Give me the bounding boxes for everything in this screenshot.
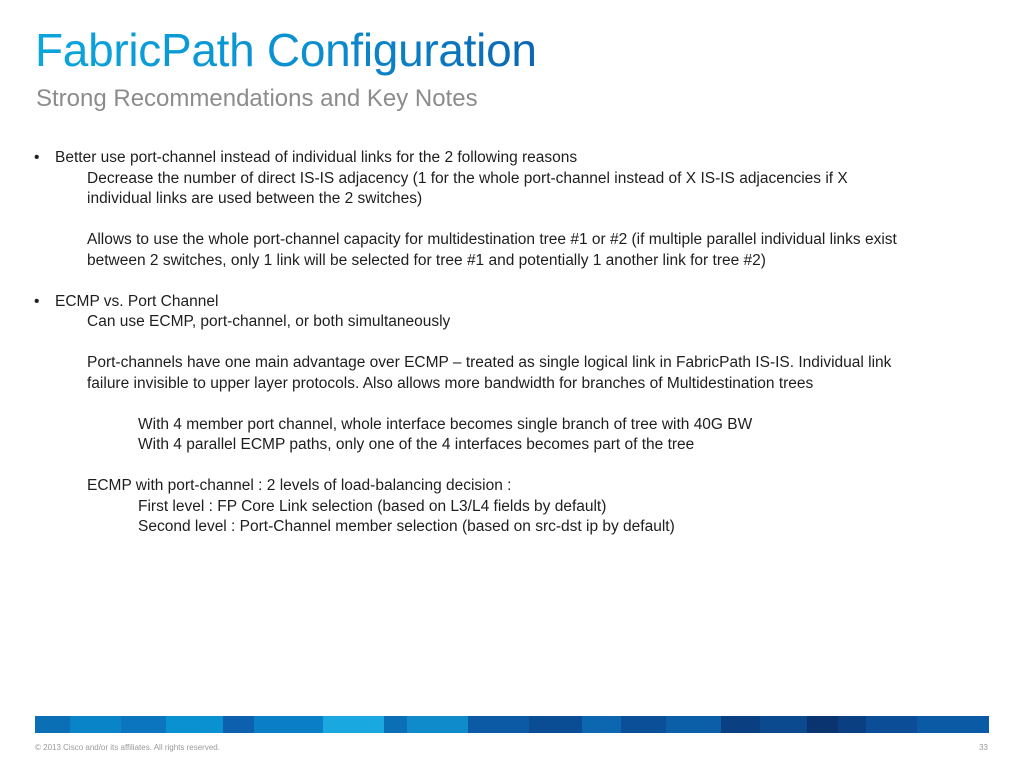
sub-point-line: Can use ECMP, port-channel, or both simultaneously: [87, 313, 451, 330]
footer-band-segment: [838, 716, 867, 733]
sub-point-line: ECMP with port-channel : 2 levels of load-balancing decision :: [87, 477, 512, 494]
sub-sub-point-line: With 4 parallel ECMP paths, only one of the 4 interfaces becomes part of the tree: [138, 436, 695, 453]
bullet-text: Better use port-channel instead of individual links for the 2 following reasons: [55, 149, 578, 166]
sub-point-line: Allows to use the whole port-channel capacity for multidestination tree #1 or #2 (if multiple parallel individual links exist: [87, 231, 897, 248]
footer-band-segment: [407, 716, 468, 733]
footer-band-segment: [121, 716, 166, 733]
footer-band-segment: [807, 716, 838, 733]
footer-band-segment: [666, 716, 721, 733]
footer-band-segment: [582, 716, 621, 733]
bullet-item: [34, 292, 984, 313]
sub-point-line: failure invisible to upper layer protocols. Also allows more bandwidth for branches of Multidestination trees: [87, 374, 814, 392]
slide-subtitle: Strong Recommendations and Key Notes: [36, 85, 478, 112]
page-number: 33: [979, 743, 988, 752]
sub-point-line: Decrease the number of direct IS-IS adjacency (1 for the whole port-channel instead of X IS-IS adjacencies if X: [87, 169, 848, 187]
slide-title: FabricPath Configuration: [35, 24, 537, 76]
footer-band-segment: [323, 716, 384, 733]
sub-sub-point-line: First level : FP Core Link selection (based on L3/L4 fields by default): [138, 497, 607, 515]
paragraph-gap: [34, 394, 984, 415]
sub-point-line: individual links are used between the 2 switches): [87, 190, 423, 207]
footer-band-segment: [866, 716, 917, 733]
paragraph-gap: [34, 210, 984, 231]
footer-band-segment: [621, 716, 666, 733]
sub-point-line: between 2 switches, only 1 link will be selected for tree #1 and potentially 1 another link for tree #2): [87, 251, 766, 269]
slide-body: [34, 148, 984, 538]
sub-sub-point-line: Second level : Port-Channel member selection (based on src-dst ip by default): [138, 518, 675, 535]
footer-band-segment: [166, 716, 223, 733]
footer-band-segment: [721, 716, 760, 733]
bullet-marker: •: [34, 149, 40, 166]
footer-band-segment: [70, 716, 121, 733]
paragraph-gap: [34, 271, 984, 292]
sub-sub-point-line: With 4 member port channel, whole interface becomes single branch of tree with 40G BW: [138, 415, 753, 433]
paragraph-gap: [34, 333, 984, 354]
footer-color-band: [35, 716, 989, 733]
bullet-marker: •: [34, 292, 40, 310]
footer-band-segment: [917, 716, 989, 733]
footer-band-segment: [468, 716, 529, 733]
sub-point-line: Port-channels have one main advantage over ECMP – treated as single logical link in FabricPath IS-IS. Individual link: [87, 354, 892, 371]
bullet-text: ECMP vs. Port Channel: [55, 292, 219, 310]
bullet-item: [34, 148, 984, 169]
copyright-notice: © 2013 Cisco and/or its affiliates. All rights reserved.: [35, 743, 220, 752]
footer-band-segment: [35, 716, 70, 733]
footer-band-segment: [384, 716, 406, 733]
footer-band-segment: [529, 716, 582, 733]
paragraph-gap: [34, 456, 984, 477]
footer-band-segment: [760, 716, 807, 733]
footer-band-segment: [254, 716, 323, 733]
footer-band-segment: [223, 716, 254, 733]
